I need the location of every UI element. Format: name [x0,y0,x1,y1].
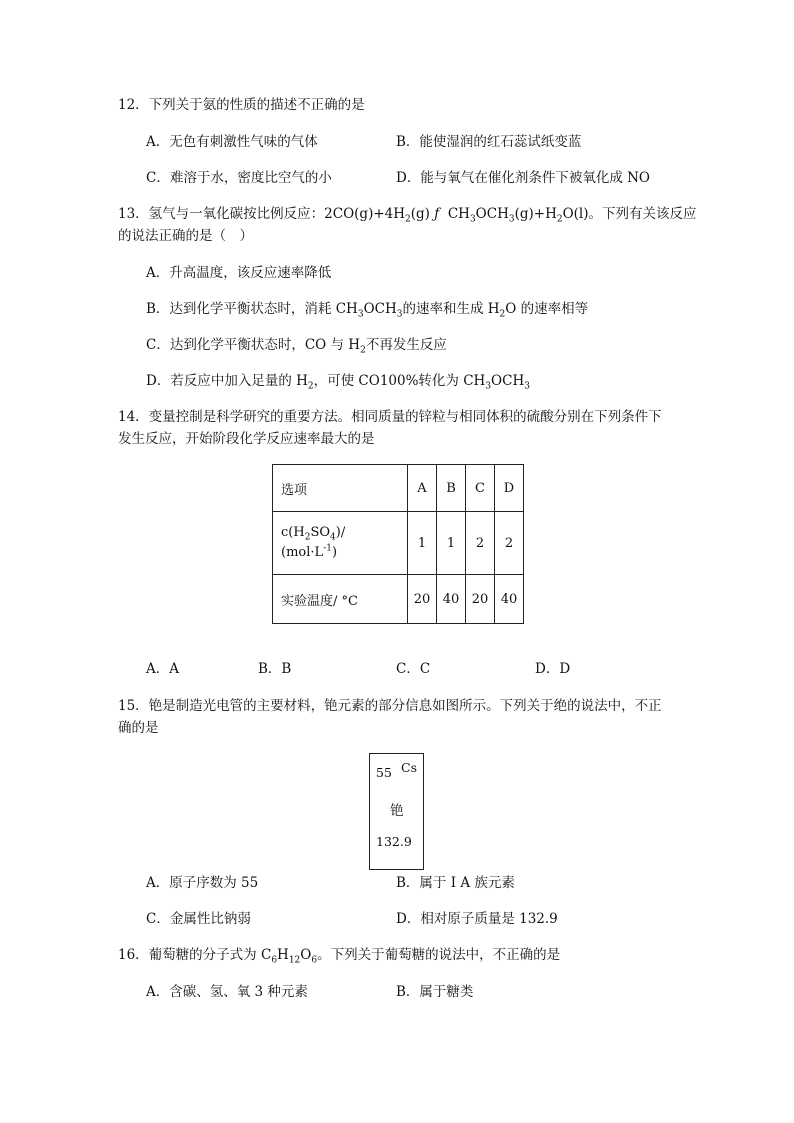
temperature-label-cell: 实验温度/ °C [273,575,408,624]
q14-option-a: A．A [146,661,179,677]
subscript: 3 [469,214,476,225]
subscript: 3 [396,309,403,320]
q13-stem-part: (g) [410,206,430,222]
subscript: 6 [311,955,318,966]
q15-option-a: A．原子序数为 55 [146,875,259,891]
subscript: 3 [524,381,530,392]
table-row [273,575,524,624]
q15-stem-line2: 确的是 [118,720,159,736]
concentration-label-cell [273,512,408,575]
subscript: 2 [304,532,311,543]
q13-b-part: 的速率和生成 H [402,301,500,317]
q12-option-a: A．无色有刺激性气味的气体 [146,134,318,150]
table-cell: 20 [408,575,437,624]
conc-label-part: (mol·L [281,545,324,560]
conc-label-part: )/ [335,525,346,540]
subscript: 3 [357,309,364,320]
table-cell: 1 [437,512,466,575]
q13-stem-part: 13．氢气与一氧化碳按比例反应：2CO(g)+4H [118,206,406,222]
table-cell: 2 [495,512,524,575]
q13-option-c [146,336,447,354]
table-cell: 40 [495,575,524,624]
table-header-cell: 选项 [273,465,408,512]
q14-option-d: D．D [535,661,571,677]
q13-b-part: B．达到化学平衡状态时，消耗 CH [146,301,358,317]
table-header-cell: C [466,465,495,512]
q13-d-part: ，可使 CO100%转化为 CH [313,373,486,389]
q16-option-a: A．含碳、氢、氧 3 种元素 [146,984,308,1000]
table-header-cell: D [495,465,524,512]
element-info-card [369,753,424,870]
q15-option-c: C．金属性比钠弱 [146,911,251,927]
superscript: -1 [323,543,332,554]
conc-label-part: ) [331,545,338,560]
subscript: 4 [330,532,336,543]
q14-option-b: B．B [258,661,292,677]
element-name: 铯 [390,803,404,819]
subscript: 2 [556,214,563,225]
q12-stem: 12．下列关于氨的性质的描述不正确的是 [118,97,365,113]
q16-stem-part: 。下列关于葡萄糖的说法中，不正确的是 [317,947,561,963]
q14-conditions-table [272,464,524,624]
table-cell: 20 [466,575,495,624]
subscript: 2 [499,309,506,320]
equilibrium-symbol: ƒ [434,206,440,222]
q13-stem-part: O(l)。下列有关该反应 [562,206,697,222]
q13-d-part: D．若反应中加入足量的 H [146,373,308,389]
q15-option-d: D．相对原子质量是 132.9 [396,911,558,927]
subscript: 6 [271,955,278,966]
table-header-row [273,465,524,512]
q14-option-c: C．C [396,661,431,677]
q16-option-b: B．属于糖类 [396,984,474,1000]
q15-stem-line1: 15．铯是制造光电管的主要材料，铯元素的部分信息如图所示。下列关于绝的说法中，不正 [118,698,662,714]
subscript: 12 [288,955,301,966]
q14-stem-line1: 14．变量控制是科学研究的重要方法。相同质量的锌粒与相同体积的硫酸分别在下列条件下 [118,409,662,425]
subscript: 2 [360,345,366,356]
q13-stem-part: CH [447,206,470,222]
subscript: 2 [307,381,314,392]
table-cell: 1 [408,512,437,575]
conc-label-part: SO [310,525,331,540]
q16-stem-part: H [277,947,289,963]
q16-stem-part: 16．葡萄糖的分子式为 C [118,947,272,963]
q13-stem-part: OCH [475,206,509,222]
q13-b-part: OCH [363,301,397,317]
q12-option-c: C．难溶于水，密度比空气的小 [146,170,332,186]
q13-option-b [146,300,588,318]
q12-option-b: B．能使湿润的红石蕊试纸变蓝 [396,134,582,150]
q12-option-d: D．能与氧气在催化剂条件下被氧化成 NO [396,170,650,186]
q13-stem-part: (g)+H [514,206,557,222]
table-row [273,512,524,575]
q13-c-part: C．达到化学平衡状态时，CO 与 H [146,337,361,353]
q13-b-part: O 的速率相等 [505,301,589,317]
q13-stem-line1 [118,205,697,223]
q13-option-a: A．升高温度，该反应速率降低 [146,265,332,281]
atomic-mass: 132.9 [376,834,412,849]
atomic-number: 55 [376,765,392,780]
table-cell: 2 [466,512,495,575]
q13-stem-line2: 的说法正确的是（ ） [118,228,253,244]
table-cell: 40 [437,575,466,624]
subscript: 3 [485,381,492,392]
q16-stem-part: O [300,947,312,963]
conc-label-part: c(H [281,525,305,540]
q13-option-d [146,372,530,390]
subscript: 2 [405,214,411,225]
q16-stem [118,946,560,964]
q15-option-b: B．属于 I A 族元素 [396,875,515,891]
element-symbol: Cs [401,760,417,775]
table-header-cell: B [437,465,466,512]
q13-d-part: OCH [491,373,525,389]
q13-c-part: 不再发生反应 [365,337,447,353]
q14-stem-line2: 发生反应，开始阶段化学反应速率最大的是 [118,431,375,447]
table-header-cell: A [408,465,437,512]
subscript: 3 [508,214,515,225]
